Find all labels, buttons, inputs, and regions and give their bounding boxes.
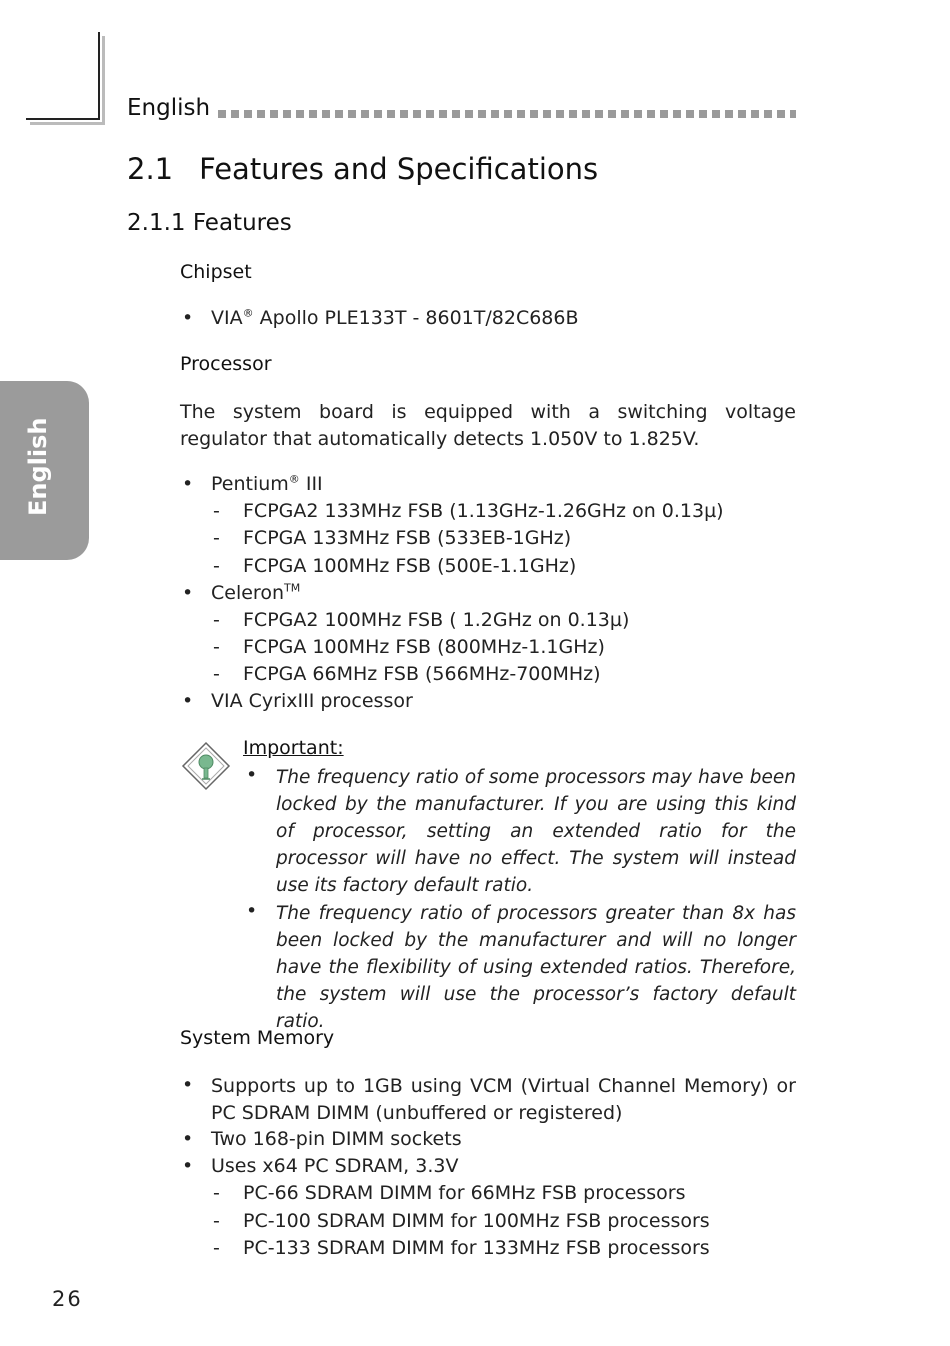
bullet: •: [182, 1074, 194, 1096]
important-item: The frequency ratio of some processors may have been locked by the manufacturer. If you are using this kind of processor, setting an extended ratio for the processor will have no effect. The system will instead use its factory default ratio.: [276, 767, 796, 896]
dash: -: [213, 663, 220, 685]
sdram-subitem: PC-100 SDRAM DIMM for 100MHz FSB processors: [243, 1210, 710, 1232]
chipset-brand: VIA: [211, 307, 243, 329]
cyrix-item: VIA CyrixIII processor: [211, 690, 413, 712]
celeron-item: [211, 582, 300, 604]
section-title: Features and Specifications: [199, 152, 599, 186]
dash: -: [213, 1182, 220, 1204]
bullet: •: [182, 582, 194, 604]
dash: -: [213, 609, 220, 631]
registered-mark: ®: [242, 306, 254, 320]
dash: -: [213, 1210, 220, 1232]
celeron-label: Celeron: [211, 582, 284, 604]
pentium-subitem: FCPGA 100MHz FSB (500E-1.1GHz): [243, 555, 577, 577]
chipset-heading: Chipset: [180, 261, 252, 283]
bullet: •: [182, 307, 194, 329]
corner-mark: [98, 32, 100, 120]
memory-item: Uses x64 PC SDRAM, 3.3V: [211, 1155, 459, 1177]
celeron-subitem: FCPGA2 100MHz FSB ( 1.2GHz on 0.13µ): [243, 609, 630, 631]
celeron-subitem: FCPGA 100MHz FSB (800MHz-1.1GHz): [243, 636, 605, 658]
pentium-version: III: [299, 473, 323, 495]
chipset-item: [211, 307, 579, 329]
header-dotted-rule: [218, 110, 796, 118]
celeron-subitem: FCPGA 66MHz FSB (566MHz-700MHz): [243, 663, 601, 685]
bullet: •: [182, 473, 194, 495]
bullet: •: [246, 900, 258, 922]
registered-mark: ®: [288, 472, 300, 486]
important-title: Important:: [243, 737, 344, 759]
bullet: •: [182, 1155, 194, 1177]
important-item: The frequency ratio of processors greater than 8x has been locked by the manufacturer and will no longer have the flexibility of using extended ratios. Therefore, the system will use the processor’s factory default ratio.: [276, 903, 796, 1032]
bullet: •: [182, 690, 194, 712]
pentium-subitem: FCPGA2 133MHz FSB (1.13GHz-1.26GHz on 0.13µ): [243, 500, 724, 522]
important-note-icon: [181, 741, 231, 791]
dash: -: [213, 527, 220, 549]
bullet: •: [246, 764, 258, 786]
memory-item: Supports up to 1GB using VCM (Virtual Channel Memory) or PC SDRAM DIMM (unbuffered or registered): [211, 1075, 796, 1124]
processor-heading: Processor: [180, 353, 272, 375]
pentium-label: Pentium: [211, 473, 289, 495]
section-heading: [127, 152, 598, 186]
side-language-tab-label: English: [24, 417, 52, 516]
subsection-heading: 2.1.1 Features: [127, 210, 292, 236]
memory-item: Two 168-pin DIMM sockets: [211, 1128, 462, 1150]
sdram-subitem: PC-133 SDRAM DIMM for 133MHz FSB processors: [243, 1237, 710, 1259]
corner-mark-shadow: [102, 36, 105, 124]
bullet: •: [182, 1128, 194, 1150]
processor-intro: The system board is equipped with a switching voltage regulator that automatically detects 1.050V to 1.825V.: [180, 401, 796, 450]
trademark-mark: TM: [284, 581, 301, 595]
corner-mark-shadow: [30, 122, 105, 125]
section-number: 2.1: [127, 152, 174, 186]
dash: -: [213, 500, 220, 522]
corner-mark: [26, 118, 100, 120]
pentium-item: [211, 473, 323, 495]
sdram-subitem: PC-66 SDRAM DIMM for 66MHz FSB processors: [243, 1182, 686, 1204]
dash: -: [213, 636, 220, 658]
header-language: English: [127, 95, 211, 121]
pentium-subitem: FCPGA 133MHz FSB (533EB-1GHz): [243, 527, 572, 549]
memory-heading: System Memory: [180, 1027, 335, 1049]
dash: -: [213, 1237, 220, 1259]
chipset-model: Apollo PLE133T - 8601T/82C686B: [253, 307, 579, 329]
page-number: 26: [52, 1287, 83, 1311]
dash: -: [213, 555, 220, 577]
